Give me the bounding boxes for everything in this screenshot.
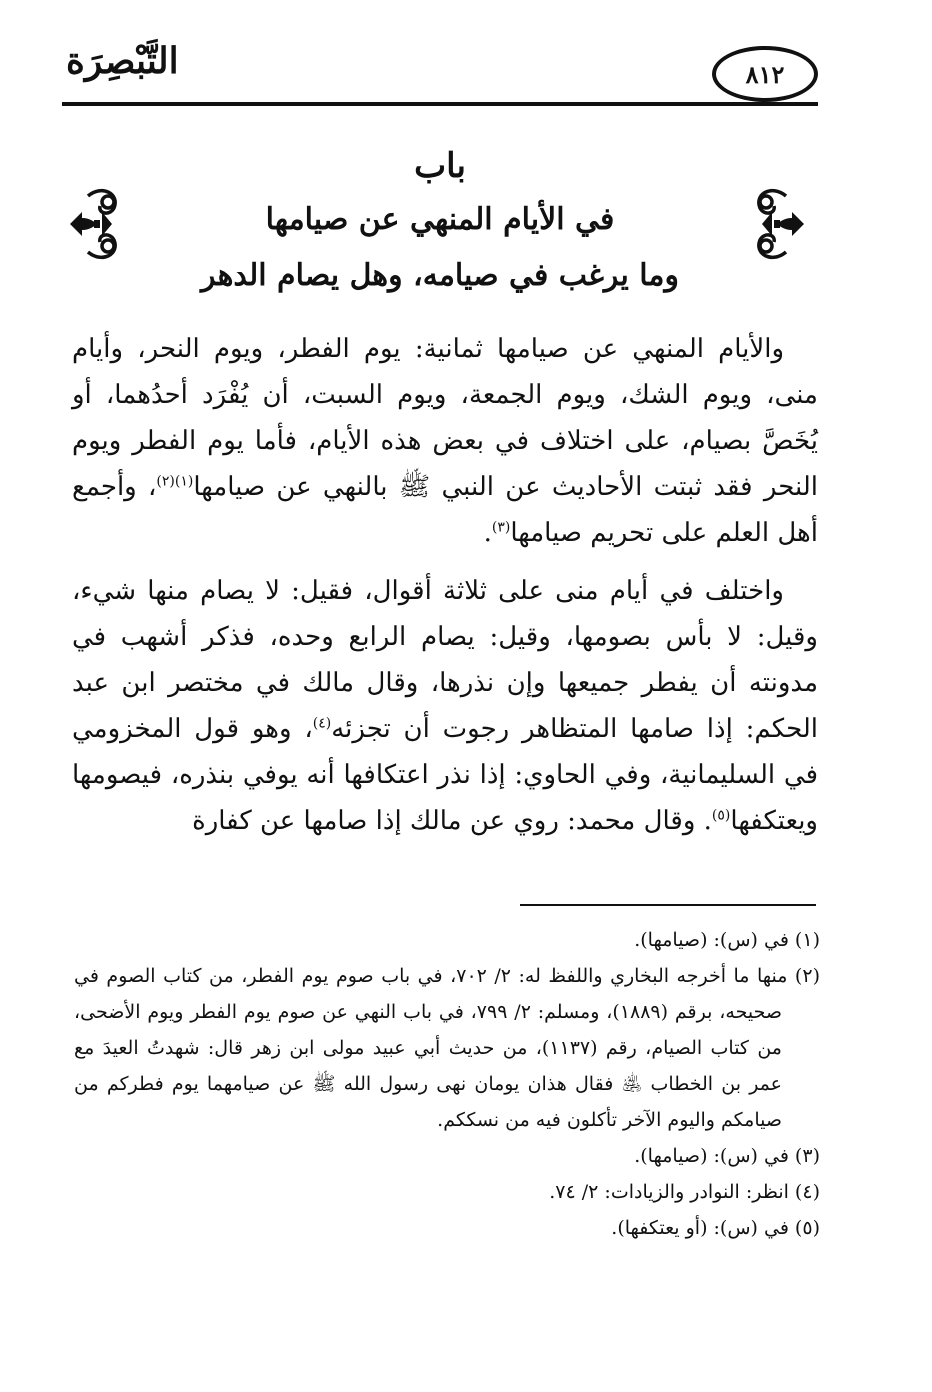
footnote-3: (٣) في (س): (صيامها). bbox=[634, 1145, 820, 1167]
page-number: ٨١٢ bbox=[712, 46, 818, 102]
chapter-heading bbox=[62, 140, 818, 304]
footnote-ref: (٤) bbox=[312, 715, 332, 732]
chapter-heading-line-1: باب bbox=[414, 146, 466, 186]
footnote-1: (١) في (س): (صيامها). bbox=[634, 929, 820, 951]
chapter-heading-line-2: في الأيام المنهي عن صيامها bbox=[265, 202, 615, 237]
footnote-separator bbox=[520, 904, 816, 906]
paragraph-text: والأيام المنهي عن صيامها ثمانية: يوم الفطر، ويوم النحر، وأيام منى، ويوم الشك، ويوم الجمعة، ويوم السبت، أن يُفْرَد أحدُهما، أو يُخَصَّ بصيام، على اختلاف في بعض هذه الأيام، فأما يوم الفطر ويوم النحر فقد ثبتت الأحاديث عن النبي ﷺ بالنهي عن صيامها bbox=[72, 334, 818, 502]
paragraph-text: . وقال محمد: روي عن مالك إذا صامها عن كفارة bbox=[192, 806, 712, 836]
chapter-heading-line-3: وما يرغب في صيامه، وهل يصام الدهر bbox=[201, 258, 679, 293]
paragraph-2 bbox=[72, 568, 818, 844]
paragraph-text: ، وأجمع أهل العلم على تحريم صيامها bbox=[72, 472, 818, 548]
paragraph-text: . bbox=[483, 518, 492, 548]
page-header bbox=[62, 40, 818, 110]
book-title-logo: التَّبْصِرَة bbox=[66, 40, 179, 82]
footnote-4: (٤) انظر: النوادر والزيادات: ٢/ ٧٤. bbox=[549, 1181, 820, 1203]
footnote-ref: (١)(٢) bbox=[156, 473, 194, 490]
paragraph-text: ، وهو قول المخزومي في السليمانية، وفي الحاوي: إذا نذر اعتكافها أنه يوفي بنذره، فيصومها ويعتكفها bbox=[72, 714, 818, 836]
header-rule bbox=[62, 102, 818, 106]
footnotes bbox=[74, 922, 820, 1246]
paragraph-1 bbox=[72, 326, 818, 556]
footnote-5: (٥) في (س): (أو يعتكفها). bbox=[611, 1217, 820, 1239]
footnote-2: (٢) منها ما أخرجه البخاري واللفظ له: ٢/ ٧٠٢، في باب صوم يوم الفطر، من كتاب الصوم في صحيحه، برقم (١٨٨٩)، ومسلم: ٢/ ٧٩٩، في باب النهي عن صوم يوم الفطر ويوم الأضحى، من كتاب الصيام، رقم (١١٣٧)، من حديث أبي عبيد مولى ابن زهر قال: شهدتُ العيدَ مع عمر بن الخطاب ﵁ فقال هذان يومان نهى رسول الله ﷺ عن صيامهما يوم فطركم من صيامكم واليوم الآخر تأكلون فيه من نسككم. bbox=[74, 965, 820, 1131]
footnote-ref: (٥) bbox=[711, 807, 731, 824]
paragraph-text: واختلف في أيام منى على ثلاثة أقوال، فقيل: لا يصام منها شيء، وقيل: لا بأس بصومها، وقيل: يصام الرابع وحده، فذكر أشهب في مدونته أن يفطر جميعها وإن نذرها، وقال مالك في مختصر ابن عبد الحكم: إذا صامها المتظاهر رجوت أن تجزئه bbox=[72, 576, 818, 744]
footnote-ref: (٣) bbox=[491, 519, 511, 536]
main-text bbox=[72, 326, 818, 844]
